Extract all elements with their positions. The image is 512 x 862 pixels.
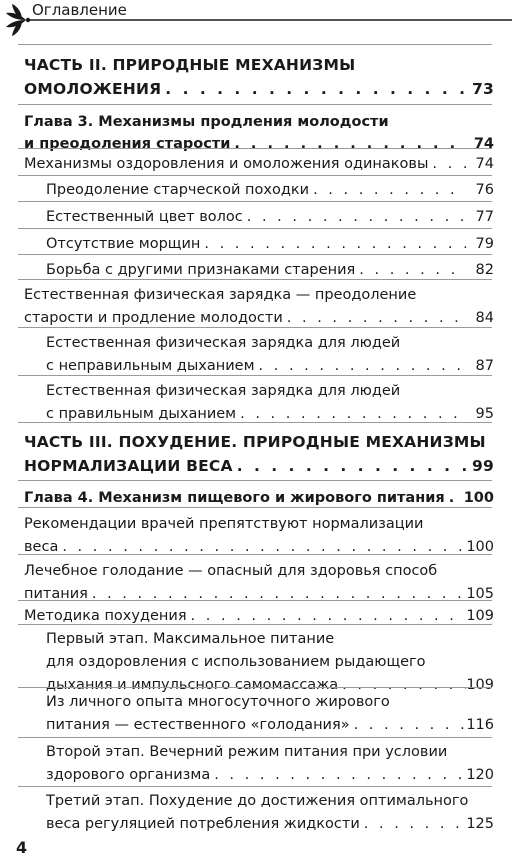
dot-leader [350,713,466,737]
entry-title-line: с неправильным дыханием [46,358,255,374]
entry-title-line: ЧАСТЬ II. ПРИРОДНЫЕ МЕХАНИЗМЫ [24,56,356,74]
entry-title-line: Из личного опыта многосуточного жирового [46,694,390,710]
dot-leader [360,812,466,836]
entry-page-number: 87 [475,358,494,374]
entry-divider [18,375,492,376]
entry-divider [18,254,492,255]
entry-divider [18,201,492,202]
entry-title-line: Третий этап. Похудение до достижения оптимального [46,793,469,809]
entry-title-line: Первый этап. Максимальное питание [46,631,335,647]
entry-title-line: питания [24,585,88,602]
entry-title-line: Второй этап. Вечерний режим питания при условии [46,744,448,760]
entry-title-line: НОРМАЛИЗАЦИИ ВЕСА [24,457,233,475]
entry-divider [18,422,492,423]
entry-title-line: дыхания и импульсного самомассажа [46,677,339,693]
entry-title-line: ЧАСТЬ III. ПОХУДЕНИЕ. ПРИРОДНЫЕ МЕХАНИЗМЫ [24,433,486,451]
header-title: Оглавление [32,1,127,19]
entry-title-line: старости и продление молодости [24,309,283,326]
entry-title-line: Естественная физическая зарядка — преодоление [24,287,417,303]
entry-title-line: для оздоровления с использованием рыдающего [46,654,426,670]
entry-divider [18,175,492,176]
entry-divider [18,44,492,45]
dot-leader [161,77,466,101]
entry-page-number: 116 [466,717,494,733]
entry-page-number: 99 [472,457,494,475]
entry-title-line: Лечебное голодание — опасный для здоровья способ [24,563,438,579]
entry-title-line: Рекомендации врачей препятствуют нормализации [24,516,424,532]
entry-divider [18,624,492,625]
entry-title-line: здорового организма [46,767,211,783]
entry-divider [18,228,492,229]
entry-page-number: 100 [466,538,494,555]
entry-page-number: 84 [475,309,494,326]
entry-page-number: 77 [475,209,494,225]
dot-leader [210,763,466,787]
entry-page-number: 73 [472,80,494,98]
entry-title-line: и преодоления старости [24,136,231,152]
entry-divider [18,737,492,738]
dot-leader [243,205,466,229]
entry-title-line: Глава 4. Механизм пищевого и жирового питания [24,490,445,506]
entry-page-number: 79 [475,236,494,252]
entry-page-number: 109 [466,677,494,693]
entry-divider [18,687,492,688]
entry-page-number: 100 [463,490,494,506]
entry-title-line: Отсутствие морщин [46,236,201,252]
entry-divider [18,279,492,280]
entry-page-number: 74 [475,156,494,172]
entry-divider [18,600,492,601]
entry-page-number: 105 [466,585,494,602]
entry-title-line: Механизмы оздоровления и омоложения одинаковы [24,156,429,172]
entry-title-line: Естественный цвет волос [46,209,243,225]
entry-divider [18,148,492,149]
page-number: 4 [16,838,28,857]
dot-leader [309,178,466,202]
entry-title-line: Естественная физическая зарядка для людей [46,383,401,399]
entry-divider [18,327,492,328]
entry-title-line: питания — естественного «голодания» [46,717,350,733]
entry-divider [18,507,492,508]
entry-title-line: Естественная физическая зарядка для людей [46,335,401,351]
dot-leader [283,306,466,330]
dot-leader [428,152,466,176]
entry-title-line: Методика похудения [24,608,187,624]
entry-title-line: веса [24,538,59,555]
entry-page-number: 120 [466,767,494,783]
entry-divider [18,480,492,481]
entry-title-line: Преодоление старческой походки [46,182,310,198]
dot-leader [200,232,466,256]
entry-page-number: 109 [466,608,494,624]
entry-page-number: 74 [473,136,494,152]
entry-title-line: веса регуляцией потребления жидкости [46,816,360,832]
entry-divider [18,554,492,555]
entry-title-line: Борьба с другими признаками старения [46,262,356,278]
entry-title-line: Глава 3. Механизмы продления молодости [24,114,389,130]
entry-page-number: 76 [475,182,494,198]
entry-page-number: 125 [466,816,494,832]
dot-leader [88,582,466,606]
entry-divider [18,104,492,105]
entry-divider [18,786,492,787]
entry-page-number: 95 [475,406,494,422]
entry-title-line: с правильным дыханием [46,406,237,422]
entry-page-number: 82 [475,262,494,278]
dot-leader [233,454,466,478]
entry-title-line: ОМОЛОЖЕНИЯ [24,80,162,98]
